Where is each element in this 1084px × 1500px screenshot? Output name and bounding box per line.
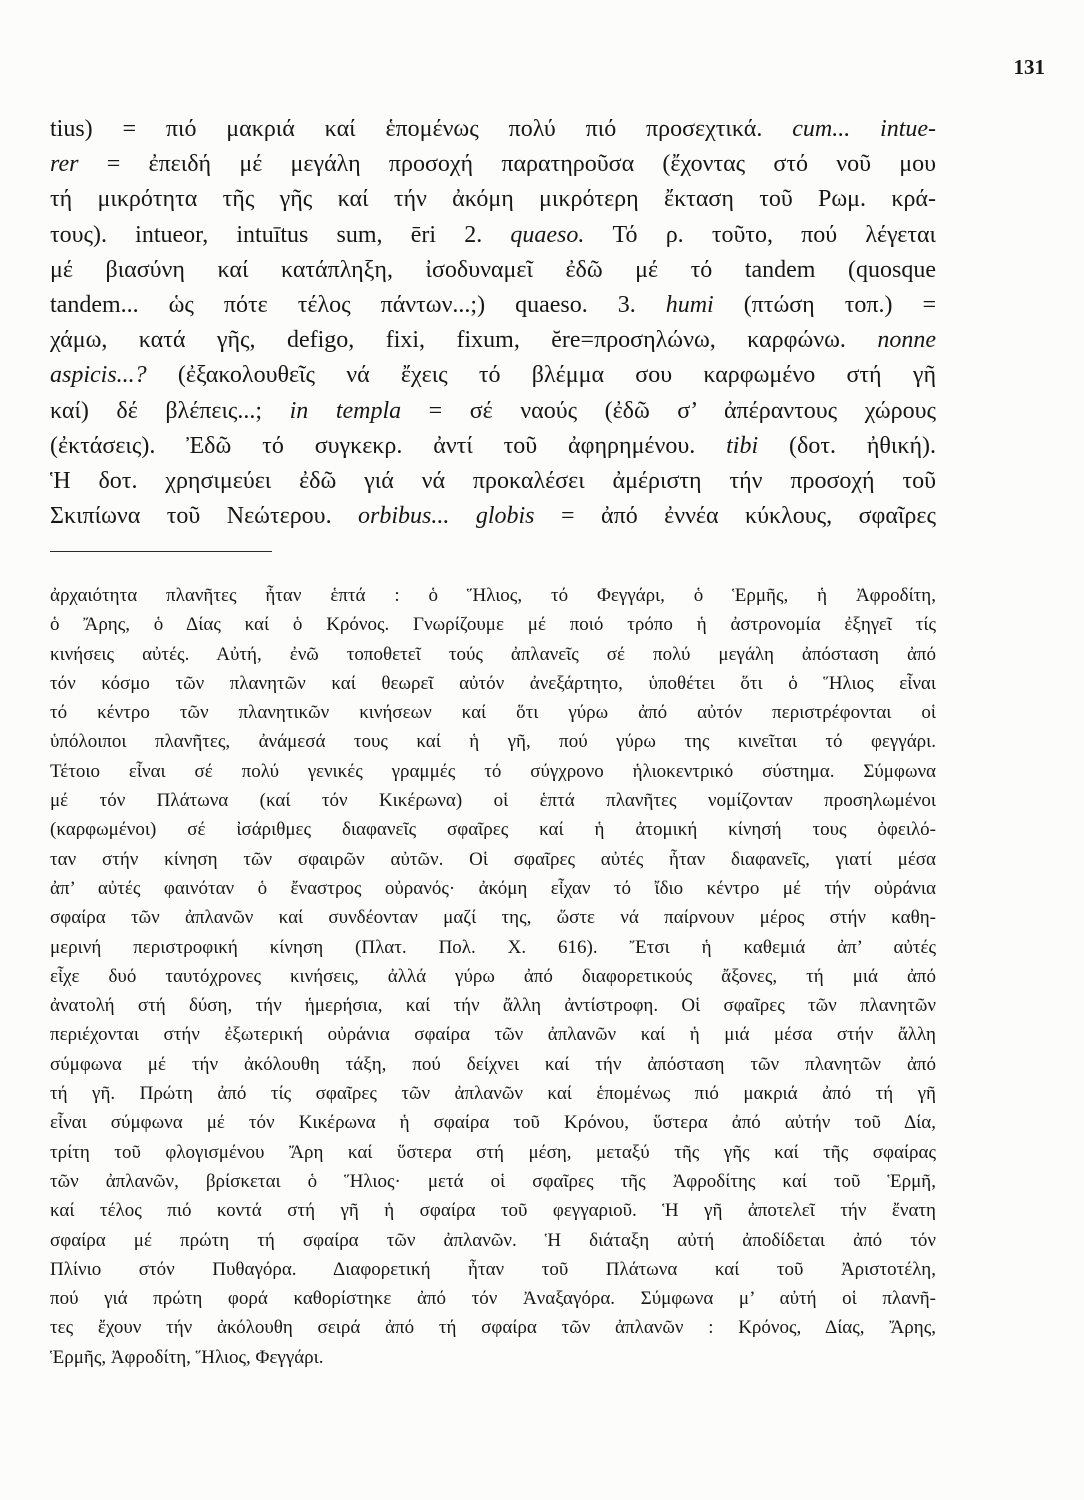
footnote-line: ἀνατολή στή δύση, τήν ἡμερήσια, καί τήν ἄλλη ἀντίστροφη. Οἱ σφαῖρες τῶν πλανητῶν <box>50 995 936 1017</box>
footnote-line: σύμφωνα μέ τήν ἀκόλουθη τάξη, πού δείχνει καί τήν ἀπόσταση τῶν πλανητῶν ἀπό <box>50 1053 936 1075</box>
footnote-line: μερινή περιστροφική κίνηση (Πλατ. Πολ. Χ. 616). Ἔτσι ἡ καθεμιά ἀπ’ αὐτές <box>50 936 936 958</box>
text-run: τους). intueor, intuītus sum, ēri 2. <box>50 221 511 248</box>
main-text-line <box>50 218 936 253</box>
text-run: Σκιπίωνα τοῦ Νεώτερου. <box>50 503 359 530</box>
main-text-line <box>50 394 936 429</box>
text-run: (ἐκτάσεις). Ἐδῶ τό συγκεκρ. ἀντί τοῦ ἀφηρημένου. <box>50 432 727 459</box>
italic-latin-term: quaeso. <box>510 221 585 248</box>
text-run: = ἐπειδή μέ μεγάλη προσοχή παρατηροῦσα (ἔχοντας στό νοῦ μου <box>78 151 936 178</box>
footnote <box>50 581 936 1372</box>
footnote-line: Πλίνιο στόν Πυθαγόρα. Διαφορετική ἦταν τοῦ Πλάτωνα καί τοῦ Ἀριστοτέλη, <box>50 1258 936 1280</box>
page-number: 131 <box>1013 55 1045 79</box>
main-text-line <box>50 253 936 288</box>
footnote-line: σφαίρα μέ πρώτη τή σφαίρα τῶν ἀπλανῶν. Ἡ διάταξη αὐτή ἀποδίδεται ἀπό τόν <box>50 1229 936 1251</box>
italic-latin-term: cum... intue- <box>792 116 936 142</box>
main-text-line <box>50 112 936 147</box>
footnote-line: τρίτη τοῦ φλογισμένου Ἄρη καί ὕστερα στή μέση, μεταξύ τῆς γῆς καί τῆς σφαίρας <box>50 1141 936 1163</box>
footnote-line: περιέχονται στήν ἐξωτερική οὐράνια σφαίρα τῶν ἀπλανῶν καί ἡ μιά μέσα στήν ἄλλη <box>50 1024 936 1046</box>
italic-latin-term: orbibus... globis <box>358 503 535 530</box>
text-run: tius) = πιό μακριά καί ἑπομένως πολύ πιό προσεχτικά. <box>50 116 793 142</box>
text-run: καί) δέ βλέπεις...; <box>50 397 290 424</box>
footnote-separator-rule <box>50 551 272 552</box>
text-run: (δοτ. ἠθική). <box>758 432 936 459</box>
italic-latin-term: in templa <box>289 397 402 424</box>
footnote-line: πού γιά πρώτη φορά καθορίστηκε ἀπό τόν Ἀναξαγόρα. Σύμφωνα μ’ αὐτή οἱ πλανῆ- <box>50 1288 936 1310</box>
main-text-line <box>50 288 936 323</box>
text-run: (πτώση τοπ.) = <box>713 291 936 318</box>
footnote-line: ὑπόλοιποι πλανῆτες, ἀνάμεσά τους καί ἡ γῆ, πού γύρω της κινεῖται τό φεγγάρι. <box>50 731 936 753</box>
footnote-line: τῶν ἀπλανῶν, βρίσκεται ὁ Ἥλιος· μετά οἱ σφαῖρες τῆς Ἀφροδίτης καί τοῦ Ἑρμῆ, <box>50 1170 936 1192</box>
text-run: (ἐξακολουθεῖς νά ἔχεις τό βλέμμα σου καρφωμένο στή γῆ <box>146 362 936 389</box>
footnote-line: (καρφωμένοι) σέ ἰσάριθμες διαφανεῖς σφαῖρες καί ἡ ἀτομική κίνησή τους ὀφειλό- <box>50 819 936 841</box>
footnote-line: καί τέλος πιό κοντά στή γῆ ἡ σφαίρα τοῦ φεγγαριοῦ. Ἡ γῆ ἀποτελεῖ τήν ἔνατη <box>50 1200 936 1222</box>
main-text-line <box>50 323 936 358</box>
footnote-line: ἀπ’ αὐτές φαινόταν ὁ ἔναστρος οὐρανός· ἀκόμη εἶχαν τό ἴδιο κέντρο μέ τήν οὐράνια <box>50 877 936 899</box>
footnote-line: Τέτοιο εἶναι σέ πολύ γενικές γραμμές τό σύγχρονο ἡλιοκεντρικό σύστημα. Σύμφωνα <box>50 760 936 782</box>
main-text-line <box>50 499 936 534</box>
italic-latin-term: aspicis...? <box>50 362 147 389</box>
text-run: = ἀπό ἐννέα κύκλους, σφαῖρες <box>534 503 936 530</box>
main-text-line <box>50 147 936 182</box>
footnote-line: σφαίρα τῶν ἀπλανῶν καί συνδέονταν μαζί της, ὥστε νά παίρνουν μέρος στήν καθη- <box>50 907 936 929</box>
main-text <box>50 112 936 534</box>
text-run: = σέ ναούς (ἐδῶ σ’ ἀπέραντους χώρους <box>401 397 936 424</box>
footnote-line: τό κέντρο τῶν πλανητικῶν κινήσεων καί ὅτι γύρω ἀπό αὐτόν περιστρέφονται οἱ <box>50 702 936 724</box>
footnote-line: εἶχε δυό ταυτόχρονες κινήσεις, ἀλλά γύρω ἀπό διαφορετικούς ἄξονες, τή μιά ἀπό <box>50 965 936 987</box>
footnote-line: κινήσεις αὐτές. Αὐτή, ἐνῶ τοποθετεῖ τούς ἀπλανεῖς σέ πολύ μεγάλη ἀπόσταση ἀπό <box>50 643 936 665</box>
main-text-line <box>50 182 936 217</box>
main-text-line <box>50 464 936 499</box>
italic-latin-term: rer <box>50 151 79 178</box>
footnote-line: μέ τόν Πλάτωνα (καί τόν Κικέρωνα) οἱ ἑπτά πλανῆτες νομίζονταν προσηλωμένοι <box>50 790 936 812</box>
main-text-line <box>50 429 936 464</box>
footnote-line: ἀρχαιότητα πλανῆτες ἦταν ἑπτά : ὁ Ἥλιος, τό Φεγγάρι, ὁ Ἑρμῆς, ἡ Ἀφροδίτη, <box>50 585 936 606</box>
text-run: Τό ρ. τοῦτο, πού λέγεται <box>584 221 936 248</box>
text-run: χάμω, κατά γῆς, defigo, fixi, fixum, ĕre=προσηλώνω, καρφώνω. <box>50 327 878 354</box>
footnote-line: ταν στήν κίνηση τῶν σφαιρῶν αὐτῶν. Οἱ σφαῖρες αὐτές ἦταν διαφανεῖς, γιατί μέσα <box>50 848 936 870</box>
footnote-line: τή γῆ. Πρώτη ἀπό τίς σφαῖρες τῶν ἀπλανῶν καί ἑπομένως πιό μακριά ἀπό τή γῆ <box>50 1083 936 1105</box>
footnote-line: Ἑρμῆς, Ἀφροδίτη, Ἥλιος, Φεγγάρι. <box>50 1346 324 1368</box>
italic-latin-term: tibi <box>726 432 759 459</box>
footnote-line: ὁ Ἄρης, ὁ Δίας καί ὁ Κρόνος. Γνωρίζουμε μέ ποιό τρόπο ἡ ἀστρονομία ἐξηγεῖ τίς <box>50 614 936 636</box>
text-run: tandem... ὡς πότε τέλος πάντων...;) quaeso. 3. <box>50 291 666 318</box>
italic-latin-term: humi <box>665 291 714 318</box>
footnote-line: τες ἔχουν τήν ἀκόλουθη σειρά ἀπό τή σφαίρα τῶν ἀπλανῶν : Κρόνος, Δίας, Ἄρης, <box>50 1317 936 1339</box>
text-run: Ἡ δοτ. χρησιμεύει ἐδῶ γιά νά προκαλέσει ἀμέριστη τήν προσοχή τοῦ <box>50 467 936 494</box>
italic-latin-term: nonne <box>877 327 936 354</box>
text-run: τή μικρότητα τῆς γῆς καί τήν ἀκόμη μικρότερη ἔκταση τοῦ Ρωμ. κρά- <box>50 186 936 213</box>
text-run: μέ βιασύνη καί κατάπληξη, ἰσοδυναμεῖ ἐδῶ μέ τό tandem (quosque <box>50 256 936 283</box>
main-text-line <box>50 358 936 393</box>
footnote-line: εἶναι σύμφωνα μέ τόν Κικέρωνα ἡ σφαίρα τοῦ Κρόνου, ὕστερα ἀπό αὐτήν τοῦ Δία, <box>50 1112 936 1134</box>
footnote-line: τόν κόσμο τῶν πλανητῶν καί θεωρεῖ αὐτόν ἀνεξάρτητο, ὑποθέτει ὅτι ὁ Ἥλιος εἶναι <box>50 672 936 694</box>
